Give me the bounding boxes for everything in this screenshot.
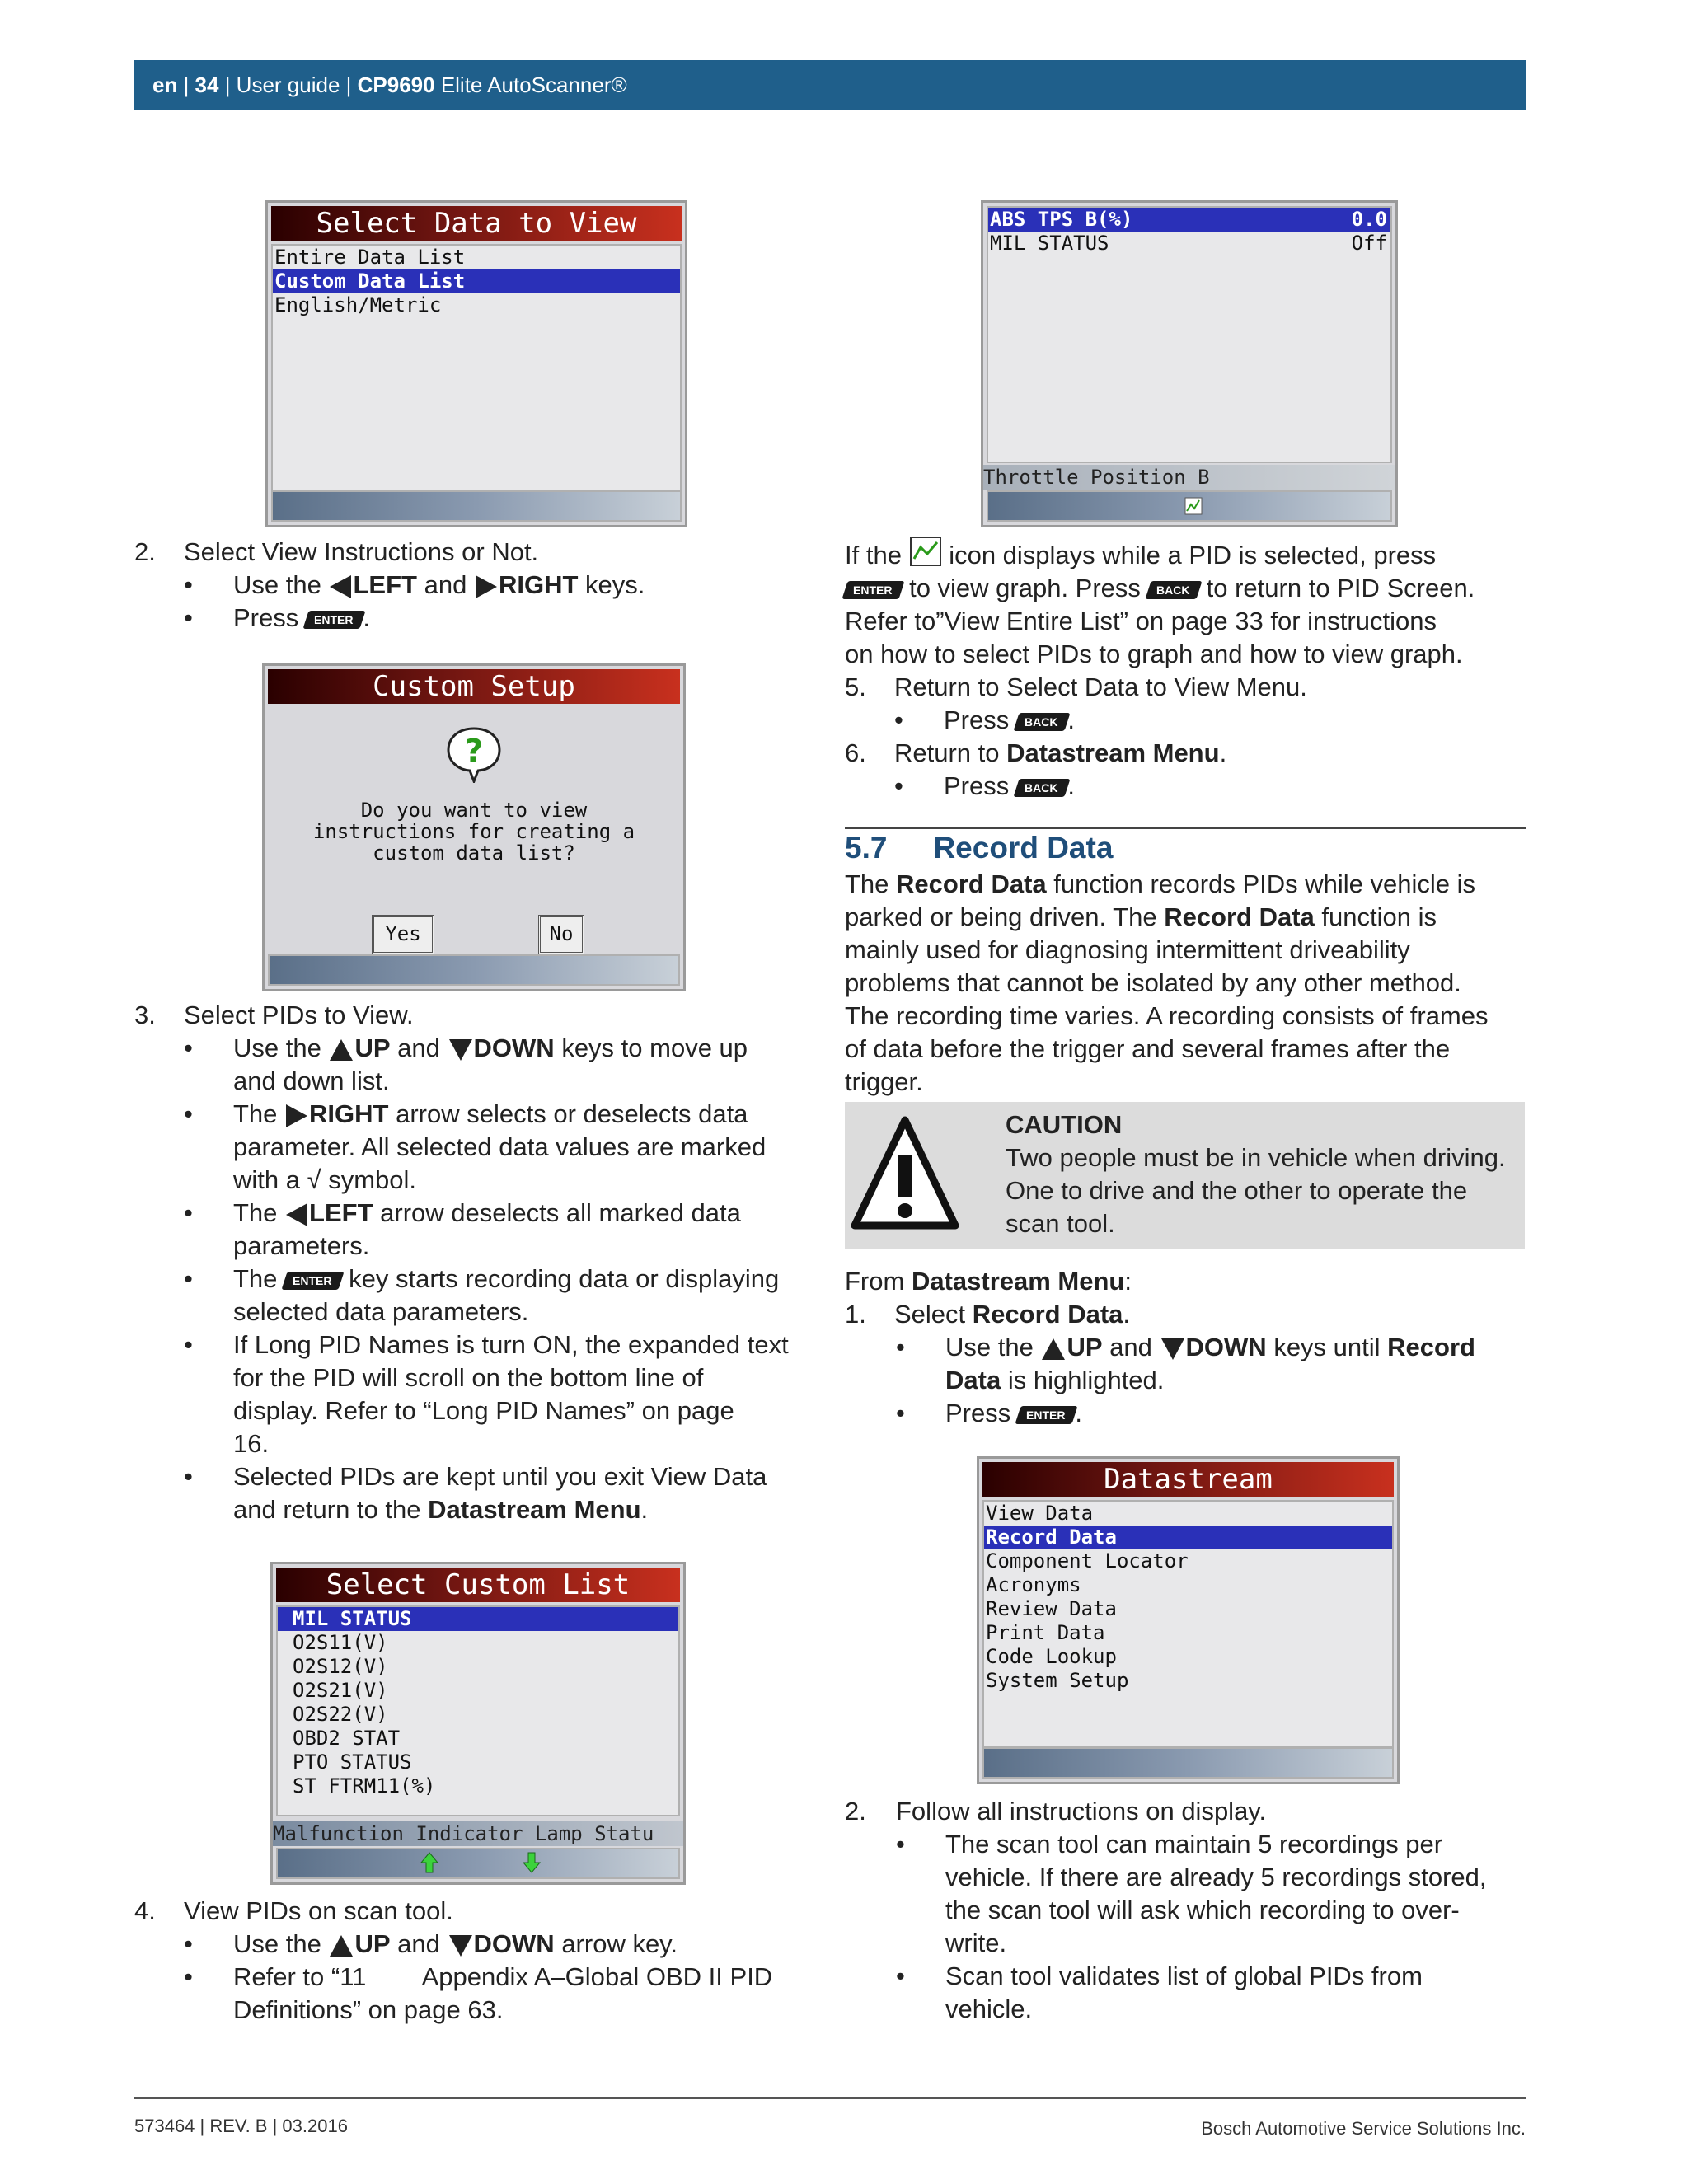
list-item[interactable]: O2S22(V) bbox=[293, 1703, 388, 1726]
up-arrow-icon bbox=[1040, 1337, 1067, 1361]
menu-item[interactable]: Review Data bbox=[986, 1597, 1117, 1620]
list-item[interactable]: ST FTRM11(%) bbox=[293, 1774, 436, 1797]
header-page-number: 34 bbox=[195, 73, 219, 97]
screen-select-data bbox=[265, 200, 687, 527]
step-2-follow: Follow all instructions on display. bbox=[896, 1797, 1267, 1825]
caution-box: CAUTION Two people must be in vehicle when driving. One to drive and the other to operate the scan tool. bbox=[845, 1102, 1525, 1249]
screen-datastream bbox=[977, 1456, 1400, 1784]
no-button[interactable]: No bbox=[538, 915, 584, 954]
list-item[interactable]: OBD2 STAT bbox=[293, 1727, 401, 1750]
menu-item[interactable]: Entire Data List bbox=[274, 246, 466, 269]
menu-item[interactable]: System Setup bbox=[986, 1669, 1129, 1692]
screen-footer-bar bbox=[268, 954, 680, 986]
down-arrow-icon bbox=[1160, 1337, 1186, 1361]
step-5-text: Return to Select Data to View Menu. bbox=[894, 673, 1307, 701]
screen-title: Select Data to View bbox=[271, 206, 682, 241]
menu-item[interactable]: Print Data bbox=[986, 1621, 1105, 1644]
screen-pid-view bbox=[981, 200, 1398, 527]
up-arrow-icon bbox=[328, 1038, 354, 1062]
down-arrow-icon bbox=[448, 1933, 474, 1958]
left-arrow-icon bbox=[328, 574, 353, 600]
section-divider bbox=[845, 827, 1526, 829]
enter-key-icon: ENTER bbox=[281, 1272, 345, 1290]
step-2-text: Select View Instructions or Not. bbox=[184, 537, 539, 566]
list-item[interactable]: PTO STATUS bbox=[293, 1750, 412, 1774]
right-arrow-icon bbox=[284, 1103, 309, 1129]
back-key-icon: BACK bbox=[1013, 779, 1071, 797]
pid-row[interactable]: MIL STATUS Off bbox=[990, 232, 1387, 255]
list-item[interactable]: O2S12(V) bbox=[293, 1655, 388, 1678]
yes-button[interactable]: Yes bbox=[372, 915, 434, 954]
header-guide: User guide bbox=[236, 73, 340, 97]
enter-key-icon: ENTER bbox=[842, 581, 905, 599]
scroll-up-icon[interactable] bbox=[420, 1851, 439, 1874]
menu-item[interactable]: English/Metric bbox=[274, 293, 442, 316]
dialog-message: custom data list? bbox=[373, 841, 575, 865]
menu-item-selected[interactable]: Custom Data List bbox=[273, 269, 680, 293]
up-arrow-icon bbox=[328, 1933, 354, 1958]
right-arrow-icon bbox=[474, 574, 499, 600]
list-item[interactable]: O2S11(V) bbox=[293, 1631, 388, 1654]
screen-footer-bar bbox=[276, 1848, 680, 1879]
screen-custom-list bbox=[270, 1562, 686, 1885]
status-line: Malfunction Indicator Lamp Statu bbox=[273, 1821, 683, 1846]
caution-title: CAUTION bbox=[1006, 1110, 1123, 1139]
step-3-text: Select PIDs to View. bbox=[184, 1001, 414, 1029]
footer-left: 573464 | REV. B | 03.2016 bbox=[134, 2116, 348, 2136]
screen-footer-bar bbox=[271, 490, 682, 522]
section-heading: 5.7 Record Data bbox=[845, 831, 1114, 865]
dialog-message: Do you want to view bbox=[360, 799, 588, 822]
back-key-icon: BACK bbox=[1145, 581, 1203, 599]
header-product: Elite AutoScanner® bbox=[440, 73, 627, 97]
step-4-text: View PIDs on scan tool. bbox=[184, 1896, 453, 1925]
list-item[interactable]: O2S21(V) bbox=[293, 1679, 388, 1702]
scroll-down-icon[interactable] bbox=[522, 1851, 542, 1874]
screen-title: Select Custom List bbox=[276, 1568, 680, 1602]
footer-right: Bosch Automotive Service Solutions Inc. bbox=[1201, 2118, 1526, 2139]
menu-item[interactable]: View Data bbox=[986, 1502, 1094, 1525]
screen-footer-bar bbox=[982, 1747, 1394, 1779]
enter-key-icon: ENTER bbox=[1015, 1406, 1078, 1424]
graph-icon bbox=[909, 536, 942, 567]
question-icon bbox=[445, 725, 503, 783]
graph-icon[interactable] bbox=[1184, 497, 1203, 515]
page-header: en | 34 | User guide | CP9690 Elite AutoScanner® bbox=[134, 60, 1526, 110]
down-arrow-icon bbox=[448, 1038, 474, 1062]
screen-title: Datastream bbox=[982, 1462, 1394, 1497]
screen-custom-setup bbox=[262, 663, 686, 991]
header-model: CP9690 bbox=[357, 73, 435, 97]
svg-text:?: ? bbox=[464, 733, 484, 769]
list-item-selected[interactable]: MIL STATUS bbox=[278, 1607, 678, 1631]
menu-item[interactable]: Acronyms bbox=[986, 1573, 1081, 1596]
status-line: Throttle Position B bbox=[983, 465, 1395, 490]
left-arrow-icon bbox=[284, 1202, 309, 1228]
menu-item[interactable]: Code Lookup bbox=[986, 1645, 1117, 1668]
footer-rule bbox=[134, 2097, 1526, 2099]
back-key-icon: BACK bbox=[1013, 713, 1071, 731]
screen-footer-bar bbox=[987, 490, 1392, 522]
dialog-message: instructions for creating a bbox=[312, 820, 635, 843]
menu-item[interactable]: Component Locator bbox=[986, 1549, 1189, 1572]
header-lang: en bbox=[152, 73, 178, 97]
pid-row-selected[interactable]: ABS TPS B(%) 0.0 bbox=[988, 208, 1390, 232]
menu-item-selected[interactable]: Record Data bbox=[984, 1526, 1392, 1549]
enter-key-icon: ENTER bbox=[302, 611, 366, 629]
screen-title: Custom Setup bbox=[268, 669, 680, 704]
warning-icon bbox=[851, 1115, 959, 1230]
